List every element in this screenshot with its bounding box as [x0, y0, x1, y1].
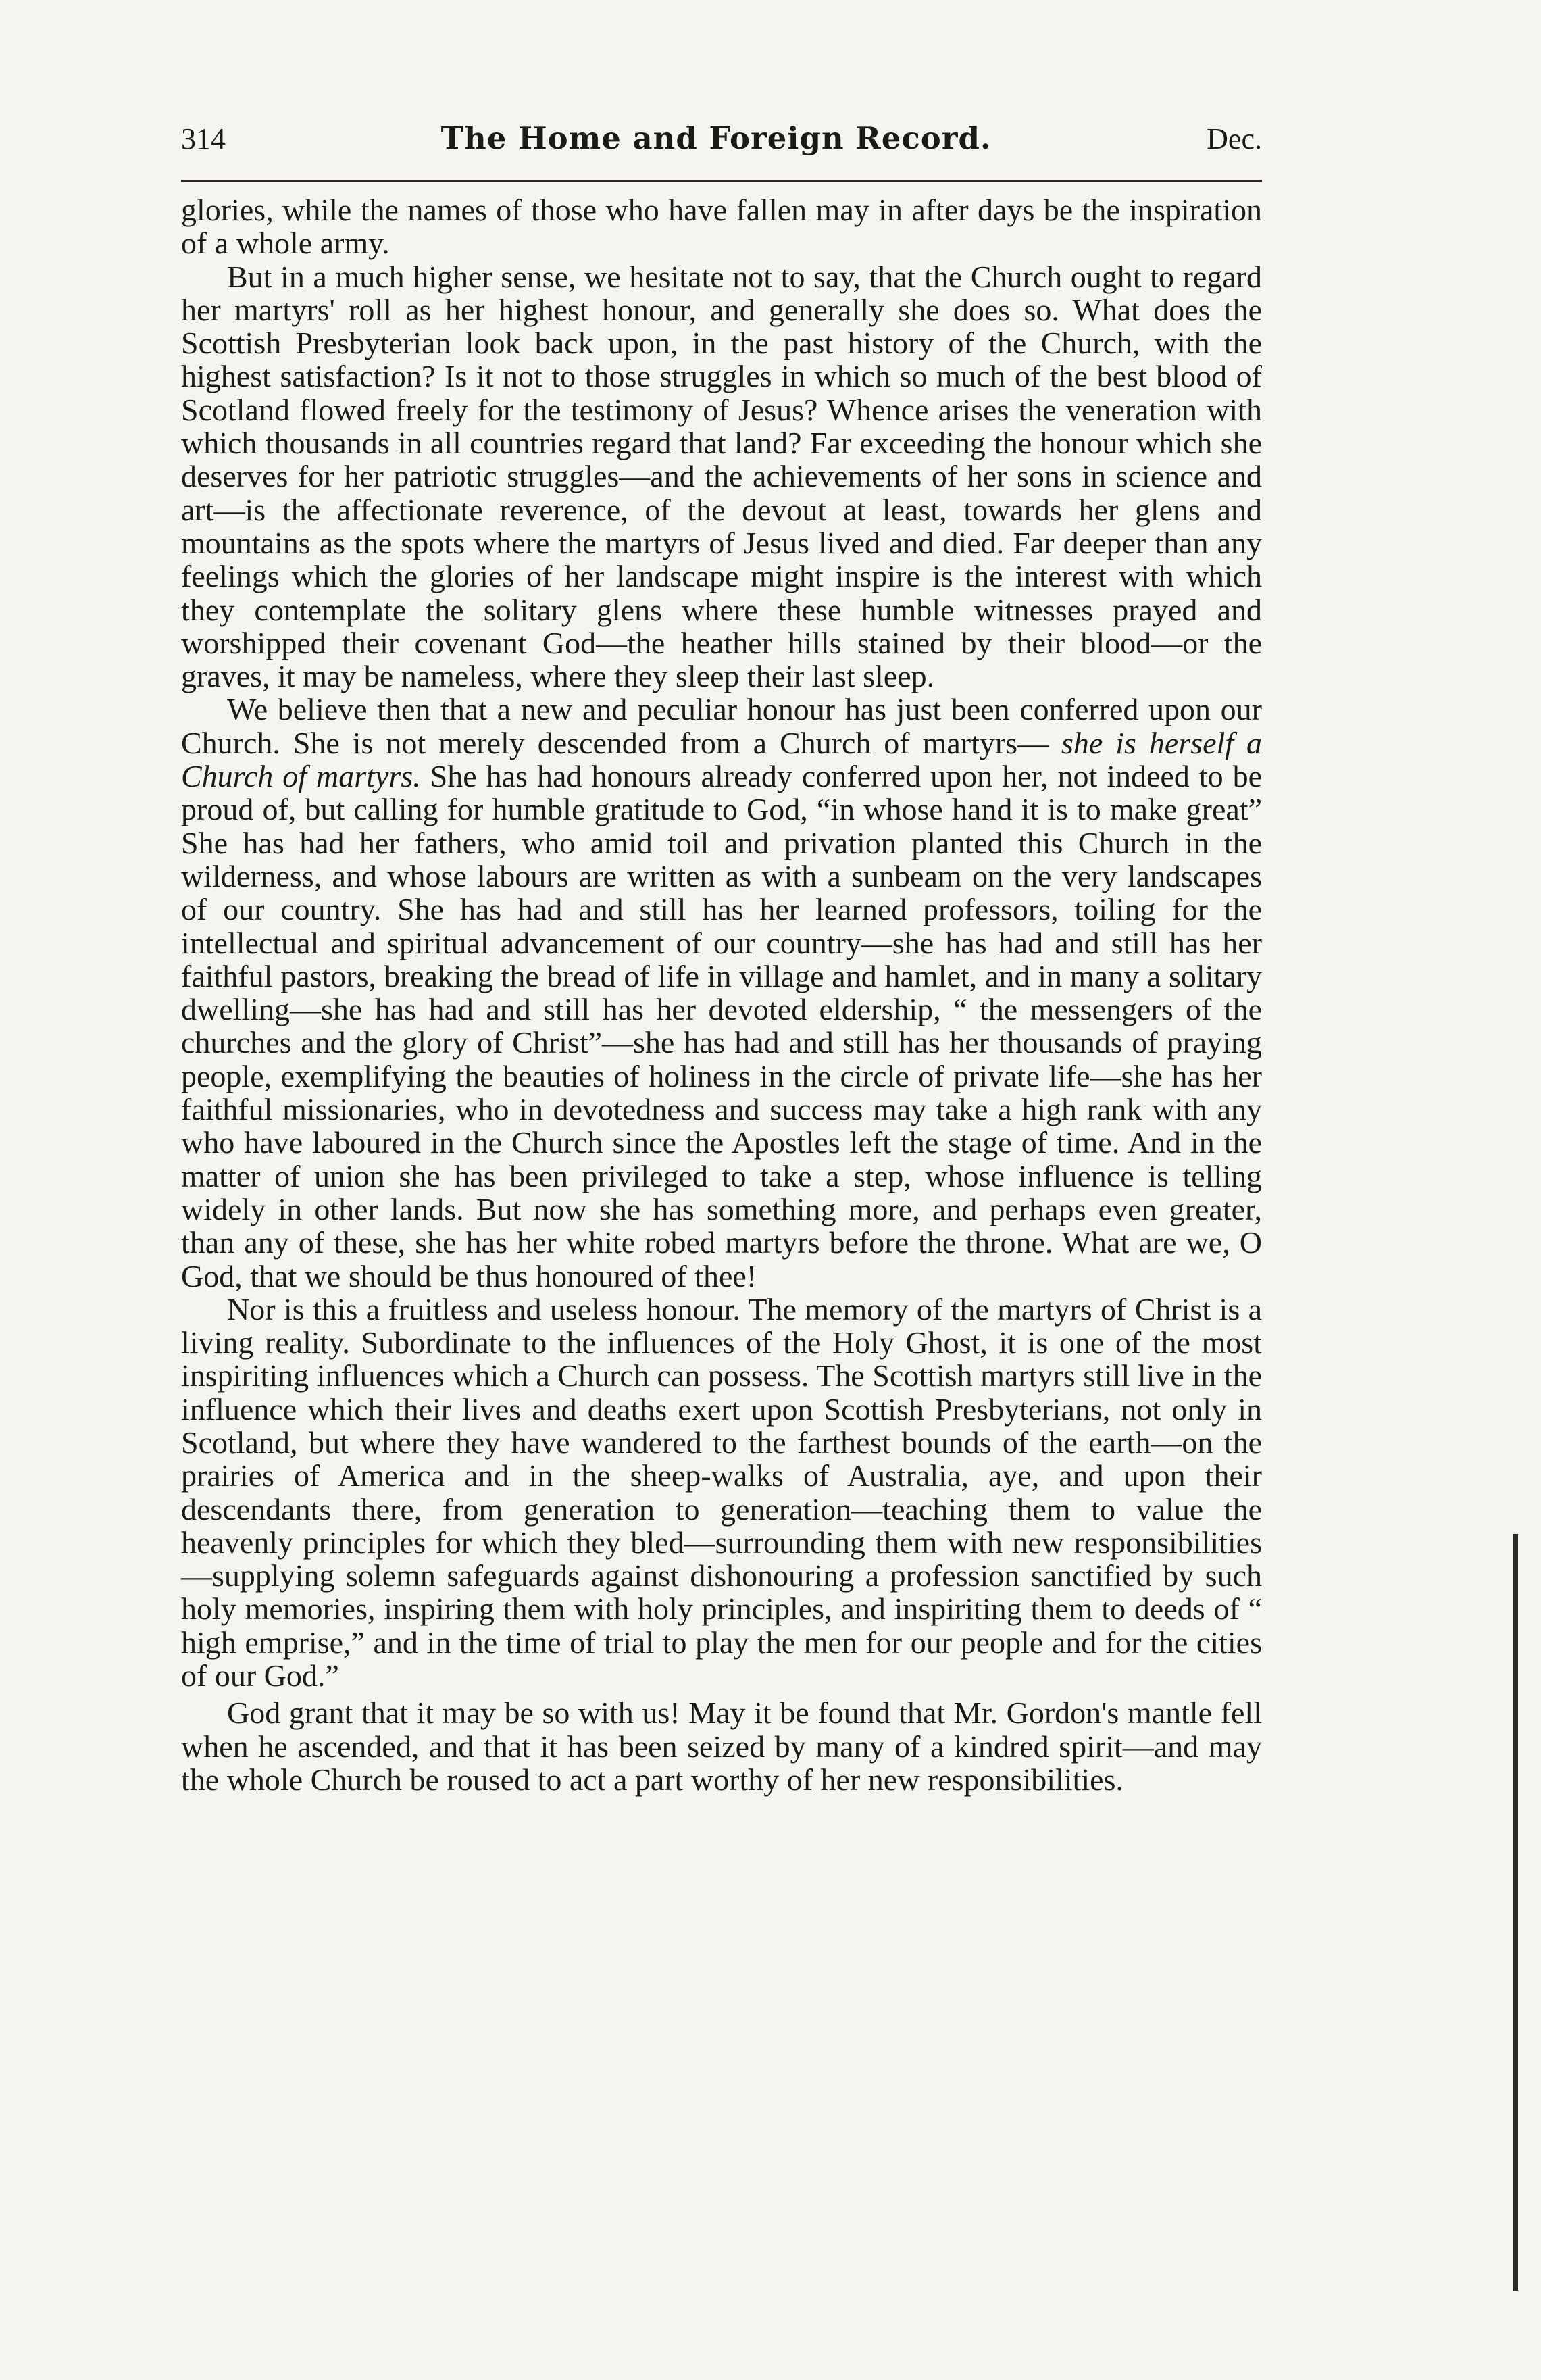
- running-title: The Home and Foreign Record.: [440, 120, 992, 156]
- margin-bar: [1513, 1534, 1518, 2291]
- paragraph-1: glories, while the names of those who have fallen may in after days be the inspiration of a whole army.: [181, 193, 1262, 261]
- paragraph-5: God grant that it may be so with us! May it be found that Mr. Gordon's mantle fell when he ascended, and that it has been seized by many of a kindred spirit—and may the whole Church be roused to act a part worthy of her new responsibilities.: [181, 1695, 1262, 1797]
- paragraph-3-emphasis: she is herself a Church of martyrs.: [181, 725, 1263, 794]
- paragraph-3-lead: We believe then that a new and peculiar honour has just been conferred upon our Church. She is not merely descended from a Church of martyrs—: [181, 692, 1262, 760]
- page-number: 314: [181, 122, 226, 155]
- article-body: [181, 193, 1262, 1796]
- paragraph-3: [181, 693, 1262, 1292]
- header-rule: [181, 180, 1262, 182]
- page-header: [181, 120, 1262, 168]
- paragraph-2: But in a much higher sense, we hesitate not to say, that the Church ought to regard her martyrs' roll as her highest honour, and generally she does so. What does the Scottish Presbyterian look back upon, in the past history of the Church, with the highest satisfaction? Is it not to those struggles in which so much of the best blood of Scotland flowed freely for the testimony of Jesus? Whence arises the veneration with which thousands in all countries regard that land? Far exceeding the honour which she deserves for her patriotic struggles—and the achievements of her sons in science and art—is the affectionate reverence, of the devout at least, towards her glens and mountains as the spots where the martyrs of Jesus lived and died. Far deeper than any feelings which the glories of her landscape might inspire is the interest with which they contemplate the solitary glens where these humble witnesses prayed and worshipped their covenant God—the heather hills stained by their blood—or the graves, it may be nameless, where they sleep their last sleep.: [181, 259, 1262, 694]
- paragraph-3-rest: She has had honours already conferred upon her, not indeed to be proud of, but calling for humble gratitude to God, “in whose hand it is to make great” She has had her fathers, who amid toil and privation planted this Church in the wilderness, and whose labours are written as with a sunbeam on the very landscapes of our country. She has had and still has her learned professors, toiling for the intellectual and spiritual advancement of our country—she has had and still has her faithful pastors, breaking the bread of life in village and hamlet, and in many a solitary dwelling—she has had and still has her devoted eldership, “ the messengers of the churches and the glory of Christ”—she has had and still has her thousands of praying people, exemplifying the beauties of holiness in the circle of private life—she has her faithful missionaries, who in devotedness and success may take a high rank with any who have laboured in the Church since the Apostles left the stage of time. And in the matter of union she has been privileged to take a step, whose influence is telling widely in other lands. But now she has something more, and perhaps even greater, than any of these, she has her white robed martyrs before the throne. What are we, O God, that we should be thus honoured of thee!: [181, 759, 1262, 1293]
- paragraph-4: Nor is this a fruitless and useless honour. The memory of the martyrs of Christ is a living reality. Subordinate to the influences of the Holy Ghost, it is one of the most inspiriting influences which a Church can possess. The Scottish martyrs still live in the influence which their lives and deaths exert upon Scottish Presbyterians, not only in Scotland, but where they have wandered to the farthest bounds of the earth—on the prairies of America and in the sheep-walks of Australia, aye, and upon their descendants there, from generation to generation—teaching them to value the heavenly principles for which they bled—surrounding them with new responsibilities—supplying solemn safeguards against dishonouring a profession sanctified by such holy memories, inspiring them with holy principles, and inspiriting them to deeds of “ high emprise,” and in the time of trial to play the men for our people and for the cities of our God.”: [181, 1291, 1262, 1693]
- issue-month: Dec.: [1207, 122, 1262, 155]
